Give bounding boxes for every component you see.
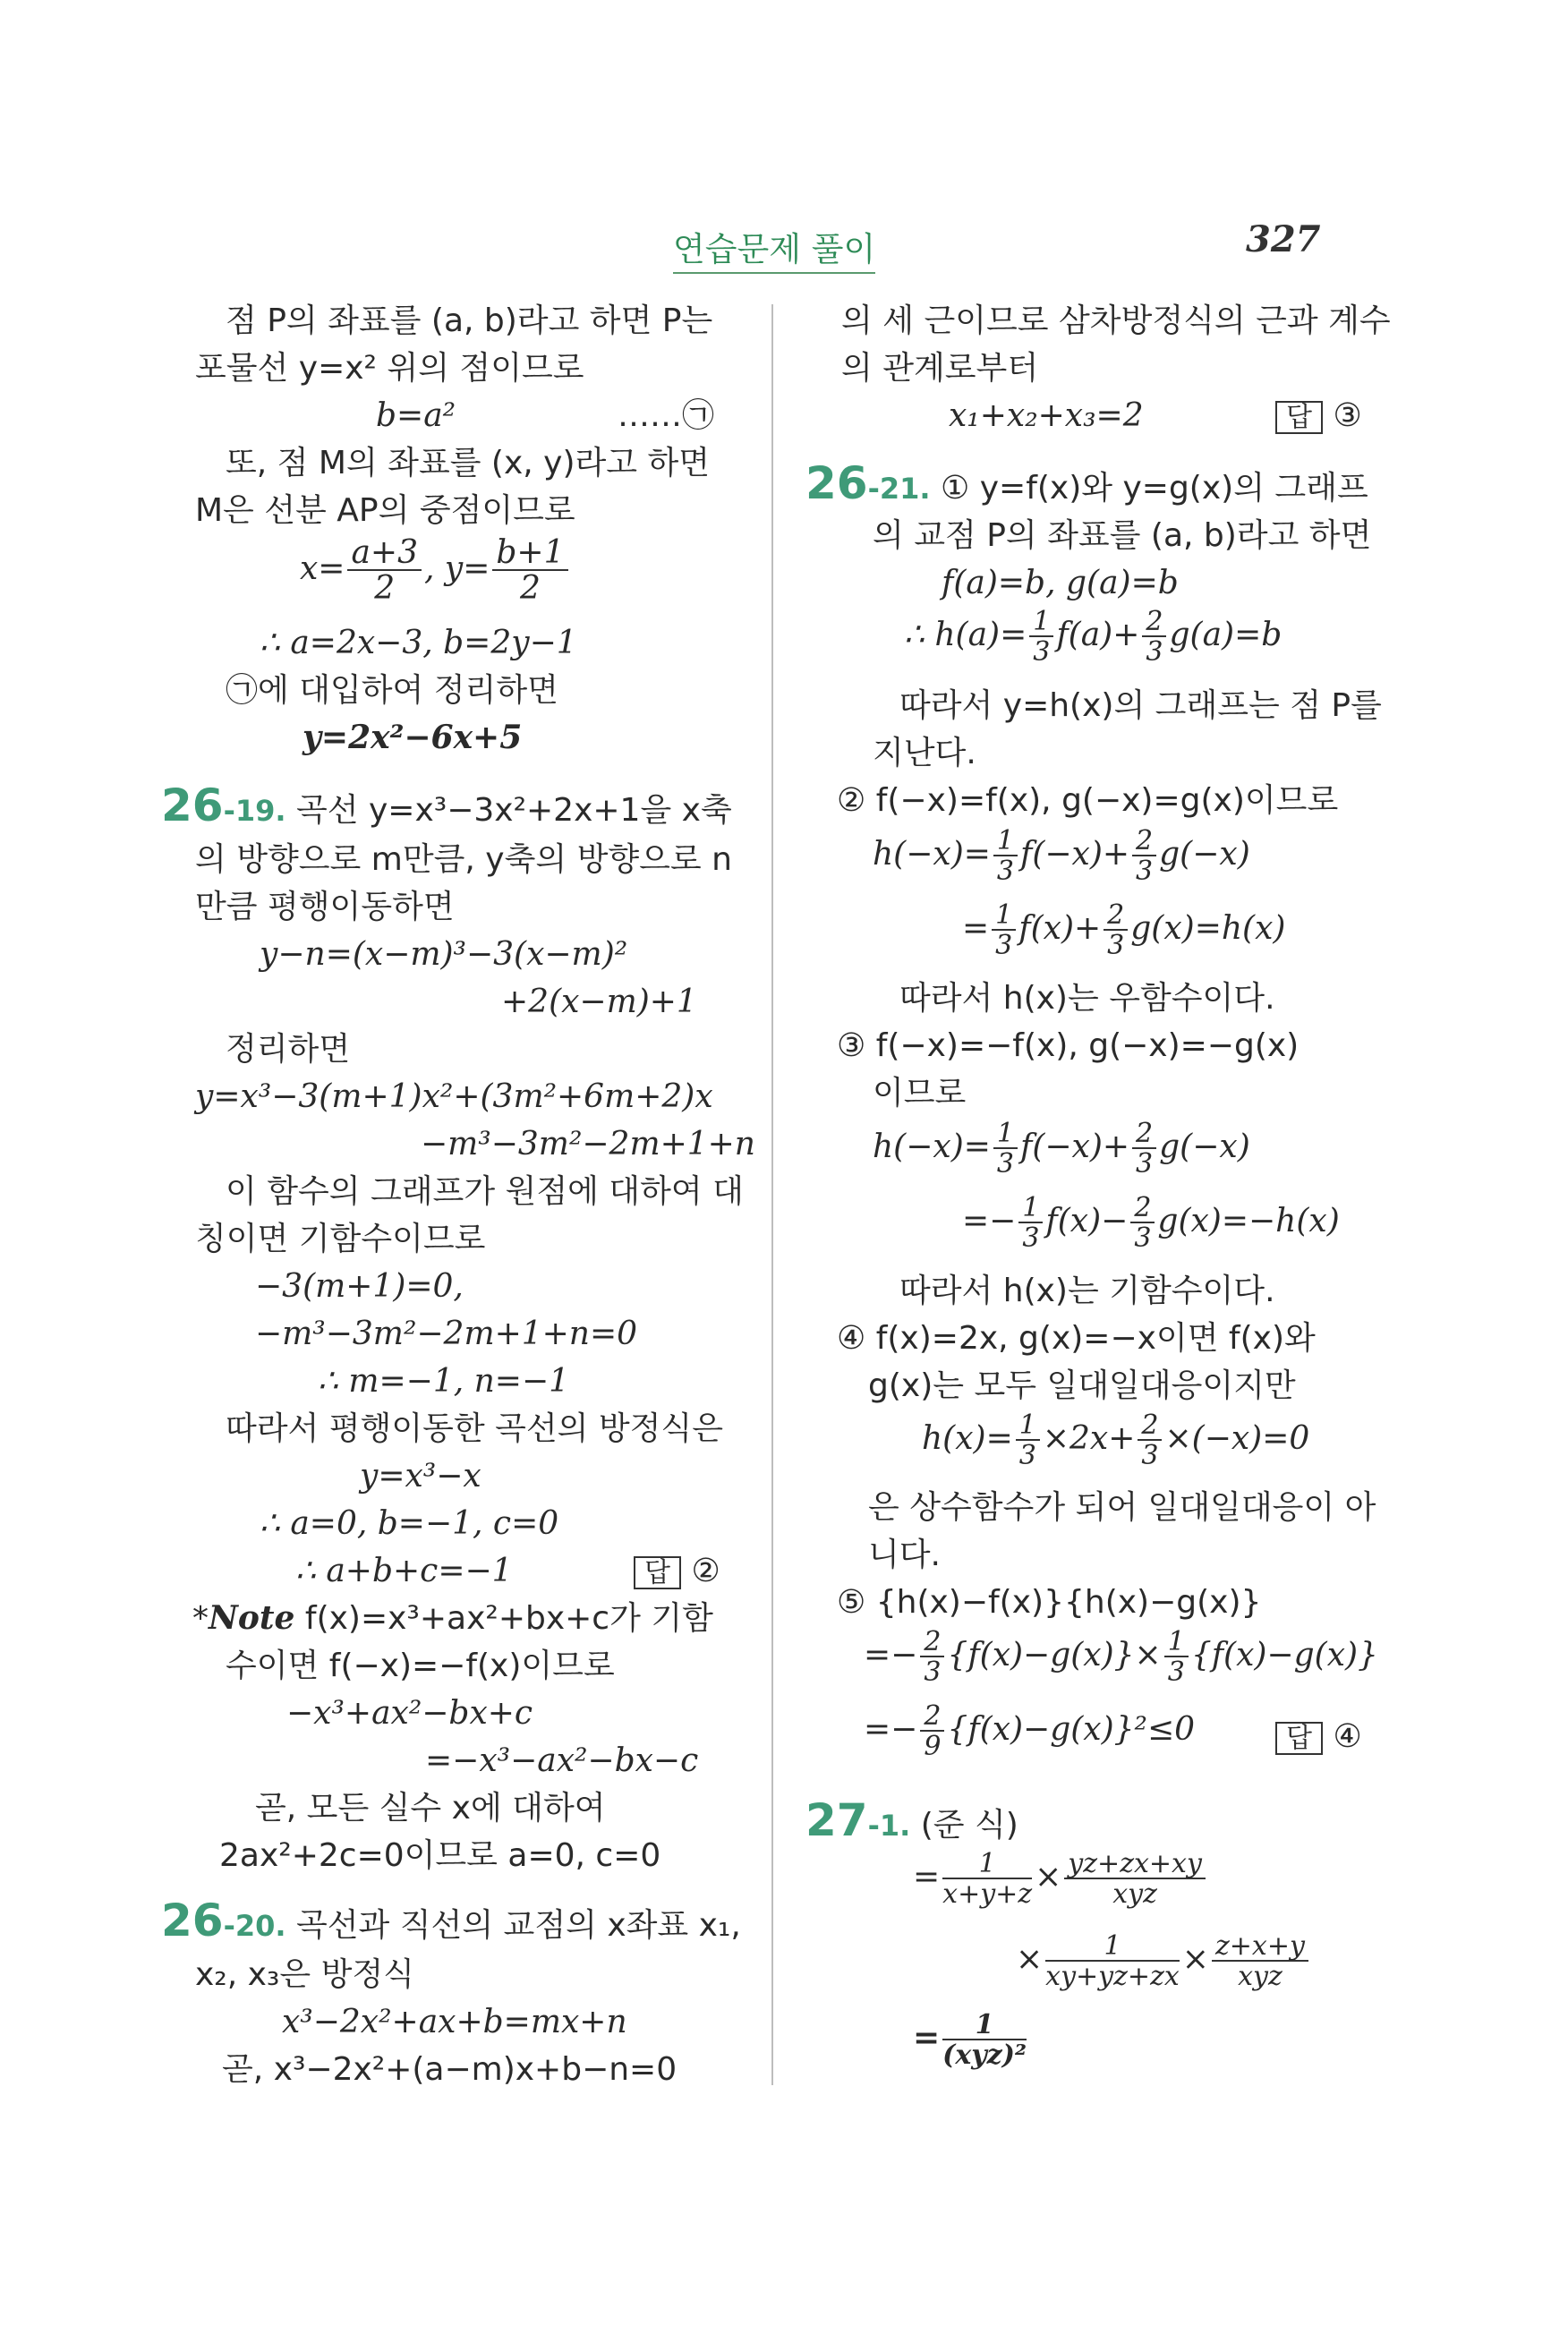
fraction-denominator: 3 — [1136, 1148, 1154, 1180]
fraction-denominator: 3 — [1022, 1222, 1040, 1254]
problem-heading — [161, 780, 732, 832]
page-number: 327 — [1246, 218, 1321, 260]
equation-part: {f(x)−g(x)}× — [947, 1637, 1162, 1673]
fraction-numerator: 1 — [993, 1120, 1018, 1149]
fraction — [1018, 1192, 1043, 1254]
equation-part: ×2x+ — [1042, 1420, 1136, 1457]
equation-line: −3(m+1)=0, — [255, 1268, 464, 1305]
fraction-numerator: 2 — [1132, 828, 1156, 856]
equation-line — [962, 1192, 1340, 1254]
equation-part: g(a)=b — [1169, 617, 1283, 653]
fraction-denominator: (xyz)² — [942, 2040, 1027, 2071]
fraction — [1132, 1120, 1156, 1178]
text-line: g(x)는 모두 일대일대응이지만 — [868, 1367, 1296, 1404]
problem-subnumber: -21. — [867, 472, 931, 506]
fraction-denominator: 2 — [520, 570, 541, 607]
equation-line: ∴ m=−1, n=−1 — [318, 1363, 570, 1400]
text-line: 정리하면 — [226, 1031, 351, 1068]
fraction — [993, 825, 1018, 887]
note-label: Note — [209, 1599, 295, 1637]
equation-part: f(−x)+ — [1020, 836, 1130, 873]
note-line — [192, 1600, 713, 1637]
equation-line: −x³+ax²−bx+c — [286, 1695, 533, 1732]
equation-part: = — [962, 910, 990, 947]
text-line: 2ax²+2c=0이므로 a=0, c=0 — [219, 1837, 661, 1874]
fraction-denominator: 3 — [1136, 856, 1154, 887]
equation-part: × — [1016, 1941, 1044, 1978]
text-line: 의 세 근이므로 삼차방정식의 근과 계수 — [841, 302, 1391, 339]
fraction-denominator: xyz — [1112, 1878, 1157, 1910]
answer-box — [1275, 1718, 1362, 1755]
equation-line: =−x³−ax²−bx−c — [425, 1742, 699, 1779]
fraction — [1064, 1848, 1206, 1910]
text-line: 의 관계로부터 — [841, 350, 1039, 387]
equation-line: ∴ a=2x−3, b=2y−1 — [260, 625, 577, 661]
problem-number: 27 — [805, 1794, 868, 1846]
fraction — [942, 2009, 1027, 2071]
equation-part: ∴ h(a)= — [904, 617, 1027, 653]
equation-part: f(x)+ — [1018, 910, 1102, 947]
fraction-numerator: 2 — [1138, 1412, 1162, 1441]
problem-heading — [161, 1895, 741, 1947]
problem-heading — [805, 458, 1368, 510]
text-line: ② f(−x)=f(x), g(−x)=g(x)이므로 — [837, 782, 1339, 819]
equation-part: =− — [864, 1711, 918, 1748]
fraction — [920, 1700, 944, 1762]
fraction-denominator: 2 — [374, 570, 396, 607]
fraction-denominator: 3 — [1107, 930, 1125, 961]
fraction-numerator: 1 — [1016, 1412, 1040, 1441]
fraction — [492, 534, 567, 607]
text-line: 이 함수의 그래프가 원점에 대하여 대 — [226, 1173, 744, 1210]
fraction-denominator: x+y+z — [942, 1878, 1033, 1910]
equation-line: x₁+x₂+x₃=2 — [949, 397, 1144, 434]
fraction — [993, 1120, 1018, 1178]
problem-number: 26 — [161, 779, 224, 831]
note-star: * — [192, 1600, 209, 1637]
equation-part: f(−x)+ — [1020, 1128, 1130, 1165]
fraction — [920, 1626, 944, 1688]
equation-part: {f(x)−g(x)} — [1190, 1637, 1378, 1673]
problem-text: 곡선과 직선의 교점의 x좌표 x₁, — [285, 1907, 741, 1944]
problem-heading — [805, 1795, 1018, 1847]
text-line: 의 방향으로 m만큼, y축의 방향으로 n — [195, 841, 732, 878]
fraction-denominator: 3 — [924, 1656, 942, 1688]
fraction-numerator: 2 — [1132, 1120, 1156, 1149]
equation-part: h(−x)= — [873, 1128, 991, 1165]
answer-box — [1275, 397, 1362, 434]
answer-value: ② — [691, 1553, 720, 1589]
text-line: 또, 점 M의 좌표를 (x, y)라고 하면 — [226, 445, 711, 481]
text-line: ⑤ {h(x)−f(x)}{h(x)−g(x)} — [837, 1584, 1262, 1621]
equation-part: g(x)=−h(x) — [1157, 1203, 1340, 1239]
fraction-denominator: 3 — [1033, 636, 1051, 668]
equation-part: × — [1181, 1941, 1209, 1978]
header-title: 연습문제 풀이 — [673, 222, 875, 274]
fraction-numerator: 2 — [920, 1629, 944, 1657]
equation-part: h(−x)= — [873, 836, 991, 873]
problem-text: 곡선 y=x³−3x²+2x+1을 x축 — [285, 792, 732, 829]
equation-line: −m³−3m²−2m+1+n — [421, 1126, 755, 1162]
fraction-numerator: 1 — [1164, 1629, 1189, 1657]
answer-label: 답 — [634, 1556, 681, 1589]
equation-part: h(x)= — [922, 1420, 1013, 1457]
equation-part: g(−x) — [1159, 1128, 1250, 1165]
fraction-denominator: 9 — [924, 1731, 942, 1762]
equation-line: y=x³−x — [360, 1458, 481, 1495]
fraction-numerator: a+3 — [347, 537, 422, 571]
fraction-denominator: 3 — [1167, 1656, 1185, 1688]
problem-number: 26 — [161, 1895, 224, 1946]
text-line: M은 선분 AP의 중점이므로 — [195, 492, 575, 529]
answer-value: ④ — [1333, 1718, 1362, 1755]
equation-line: x³−2x²+ax+b=mx+n — [282, 2004, 627, 2040]
fraction-numerator: yz+zx+xy — [1064, 1851, 1206, 1879]
equation-part: g(x)=h(x) — [1130, 910, 1286, 947]
problem-text: ① y=f(x)와 y=g(x)의 그래프 — [930, 470, 1368, 507]
text-line: 니다. — [868, 1537, 941, 1573]
fraction-numerator: b+1 — [492, 537, 567, 571]
fraction-denominator: xyz — [1238, 1961, 1283, 1992]
fraction-numerator: 2 — [1142, 609, 1166, 637]
equation-part: , y= — [424, 550, 490, 587]
fraction — [992, 899, 1016, 961]
equation-line — [873, 825, 1250, 887]
equation-part: × — [1035, 1859, 1062, 1895]
fraction-numerator: z+x+y — [1212, 1933, 1308, 1962]
equation-part: = — [913, 1859, 941, 1895]
column-divider — [771, 304, 773, 2085]
text-line: ㉠에 대입하여 정리하면 — [226, 672, 558, 709]
fraction — [1104, 899, 1128, 961]
equation-line — [864, 1626, 1378, 1688]
equation-line — [873, 1120, 1250, 1178]
fraction-numerator: 1 — [1018, 1195, 1043, 1223]
text-line: 따라서 h(x)는 우함수이다. — [899, 980, 1275, 1017]
text-line: 지난다. — [873, 735, 976, 771]
fraction-denominator: 3 — [1146, 636, 1163, 668]
text-line: 수이면 f(−x)=−f(x)이므로 — [226, 1648, 615, 1684]
equation-line: ∴ a=0, b=−1, c=0 — [260, 1505, 559, 1542]
equation-line: f(a)=b, g(a)=b — [942, 565, 1179, 601]
fraction-denominator: 3 — [1018, 1440, 1036, 1471]
fraction-denominator: 3 — [995, 930, 1013, 961]
text-line: 의 교점 P의 좌표를 (a, b)라고 하면 — [873, 517, 1372, 554]
equation-line — [300, 534, 571, 607]
equation-result: y=2x²−6x+5 — [303, 719, 523, 756]
fraction-denominator: 3 — [1134, 1222, 1152, 1254]
text-line: 따라서 h(x)는 기함수이다. — [899, 1273, 1275, 1309]
fraction-denominator: 3 — [1141, 1440, 1159, 1471]
answer-value: ③ — [1333, 397, 1362, 434]
note-text: f(x)=x³+ax²+bx+c가 기함 — [294, 1600, 713, 1637]
text-line: 포물선 y=x² 위의 점이므로 — [195, 350, 584, 387]
equation-line: b=a² — [376, 397, 456, 434]
equation-line — [913, 1848, 1208, 1910]
equation-part: = — [913, 2019, 941, 2057]
equation-part: =− — [864, 1637, 918, 1673]
fraction — [1164, 1626, 1189, 1688]
text-line: 칭이면 기함수이므로 — [195, 1221, 486, 1257]
text-line: 이므로 — [873, 1075, 967, 1111]
equation-line — [962, 899, 1286, 961]
text-line: 만큼 평행이동하면 — [195, 889, 455, 925]
equation-line: y−n=(x−m)³−3(x−m)² — [260, 936, 628, 973]
equation-part: x= — [300, 550, 345, 587]
fraction — [347, 534, 422, 607]
equation-part: {f(x)−g(x)}²≤0 — [947, 1711, 1196, 1748]
equation-part: ×(−x)=0 — [1164, 1420, 1310, 1457]
answer-label: 답 — [1275, 1722, 1323, 1755]
equation-line — [1016, 1930, 1311, 1992]
text-line: 은 상수함수가 되어 일대일대응이 아 — [868, 1489, 1376, 1526]
text-line: 곧, 모든 실수 x에 대하여 — [255, 1790, 606, 1827]
equation-line: +2(x−m)+1 — [501, 984, 697, 1020]
fraction-numerator: 2 — [920, 1703, 944, 1732]
equation-line: −m³−3m²−2m+1+n=0 — [255, 1316, 638, 1352]
text-line: 곧, x³−2x²+(a−m)x+b−n=0 — [222, 2051, 677, 2088]
fraction — [1132, 825, 1156, 887]
text-line: x₂, x₃은 방정식 — [195, 1956, 414, 1993]
problem-subnumber: -1. — [867, 1809, 911, 1843]
equation-part: f(x)− — [1045, 1203, 1129, 1239]
fraction-numerator: 2 — [1104, 902, 1128, 931]
fraction-numerator: 1 — [1029, 609, 1053, 637]
fraction — [1138, 1409, 1162, 1471]
fraction — [1045, 1930, 1180, 1992]
problem-number: 26 — [805, 457, 868, 509]
fraction-numerator: 1 — [942, 1851, 1032, 1879]
answer-box — [634, 1553, 720, 1589]
equation-result — [913, 2009, 1029, 2071]
fraction-numerator: 1 — [1045, 1933, 1180, 1962]
equation-line: ∴ a+b+c=−1 — [295, 1553, 513, 1589]
equation-line: y=x³−3(m+1)x²+(3m²+6m+2)x — [195, 1078, 713, 1115]
fraction-numerator: 2 — [1130, 1195, 1155, 1223]
text-line: 따라서 평행이동한 곡선의 방정식은 — [226, 1410, 723, 1447]
fraction — [1130, 1192, 1155, 1254]
problem-subnumber: -19. — [223, 794, 286, 828]
fraction — [1029, 606, 1053, 668]
text-line: ④ f(x)=2x, g(x)=−x이면 f(x)와 — [837, 1320, 1316, 1357]
text-line: ③ f(−x)=−f(x), g(−x)=−g(x) — [837, 1027, 1300, 1064]
equation-line — [864, 1700, 1196, 1762]
equation-tag: ……㉠ — [618, 397, 715, 434]
fraction — [1142, 606, 1166, 668]
fraction-numerator: 1 — [992, 902, 1016, 931]
text-line: 점 P의 좌표를 (a, b)라고 하면 P는 — [226, 302, 713, 339]
answer-label: 답 — [1275, 401, 1323, 434]
text-line: 따라서 y=h(x)의 그래프는 점 P를 — [899, 687, 1382, 724]
equation-line — [904, 606, 1283, 668]
problem-text: (준 식) — [910, 1807, 1018, 1844]
fraction — [1016, 1409, 1040, 1471]
fraction-denominator: 3 — [996, 856, 1014, 887]
fraction-denominator: xy+yz+zx — [1045, 1961, 1180, 1992]
fraction — [942, 1848, 1033, 1910]
fraction-numerator: 1 — [993, 828, 1018, 856]
equation-part: f(a)+ — [1056, 617, 1140, 653]
equation-part: g(−x) — [1159, 836, 1250, 873]
equation-line — [922, 1409, 1310, 1471]
fraction — [1212, 1930, 1308, 1992]
fraction-numerator: 1 — [942, 2012, 1027, 2040]
equation-part: =− — [962, 1203, 1017, 1239]
problem-subnumber: -20. — [223, 1909, 286, 1943]
fraction-denominator: 3 — [996, 1148, 1014, 1180]
